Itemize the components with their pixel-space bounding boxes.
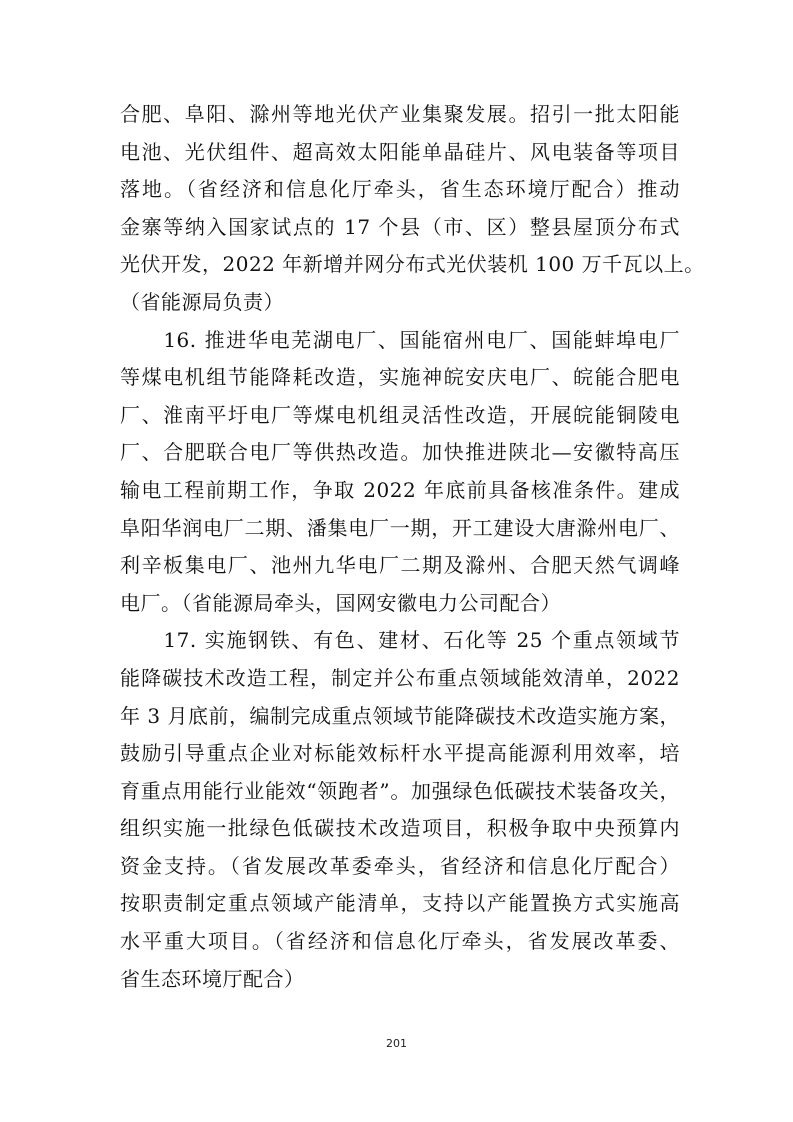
text-line: 资金支持。（省发展改革委牵头，省经济和信息化厅配合） [120,853,680,878]
text-line: 省生态环境厅配合） [120,966,305,991]
text-line: 等煤电机组节能降耗改造，实施神皖安庆电厂、皖能合肥电 [120,365,680,390]
text-line: 组织实施一批绿色低碳技术改造项目，积极争取中央预算内 [120,816,680,841]
text-line: 阜阳华润电厂二期、潘集电厂一期，开工建设大唐滁州电厂、 [120,515,680,540]
text-line: 输电工程前期工作，争取 2022 年底前具备核准条件。建成 [120,477,680,502]
text-line: 能降碳技术改造工程，制定并公布重点领域能效清单，2022 [120,665,680,690]
text-line: 水平重大项目。（省经济和信息化厅牵头，省发展改革委、 [120,929,680,954]
text-line: 金寨等纳入国家试点的 17 个县（市、区）整县屋顶分布式 [120,214,680,239]
paragraph-1 [120,96,705,322]
text-line: 厂、合肥联合电厂等供热改造。加快推进陕北—安徽特高压 [120,440,680,465]
text-line: 厂、淮南平圩电厂等煤电机组灵活性改造，开展皖能铜陵电 [120,402,680,427]
text-line: 合肥、阜阳、滁州等地光伏产业集聚发展。招引一批太阳能 [120,102,680,126]
text-line: （省能源局负责） [120,289,284,314]
page-number: 201 [386,1037,407,1050]
text-line: 利辛板集电厂、池州九华电厂二期及滁州、合肥天然气调峰 [120,553,680,578]
text-line: 鼓励引导重点企业对标能效标杆水平提高能源利用效率，培 [120,741,680,766]
paragraph-16 [120,322,680,623]
document-body [120,96,705,998]
text-line: 16. 推进华电芜湖电厂、国能宿州电厂、国能蚌埠电厂 [120,327,680,352]
text-line: 电厂。（省能源局牵头，国网安徽电力公司配合） [120,590,561,615]
text-line: 年 3 月底前，编制完成重点领域节能降碳技术改造实施方案， [120,703,680,728]
text-line: 育重点用能行业能效“领跑者”。加强绿色低碳技术装备攻关， [120,778,680,803]
text-line: 电池、光伏组件、超高效太阳能单晶硅片、风电装备等项目 [120,139,680,164]
text-line: 光伏开发，2022 年新增并网分布式光伏装机 100 万千瓦以上。 [120,252,705,277]
text-line: 17. 实施钢铁、有色、建材、石化等 25 个重点领域节 [120,628,680,653]
text-line: 按职责制定重点领域产能清单，支持以产能置换方式实施高 [120,891,680,916]
text-line: 落地。（省经济和信息化厅牵头，省生态环境厅配合）推动 [120,177,680,202]
paragraph-17 [120,622,680,998]
